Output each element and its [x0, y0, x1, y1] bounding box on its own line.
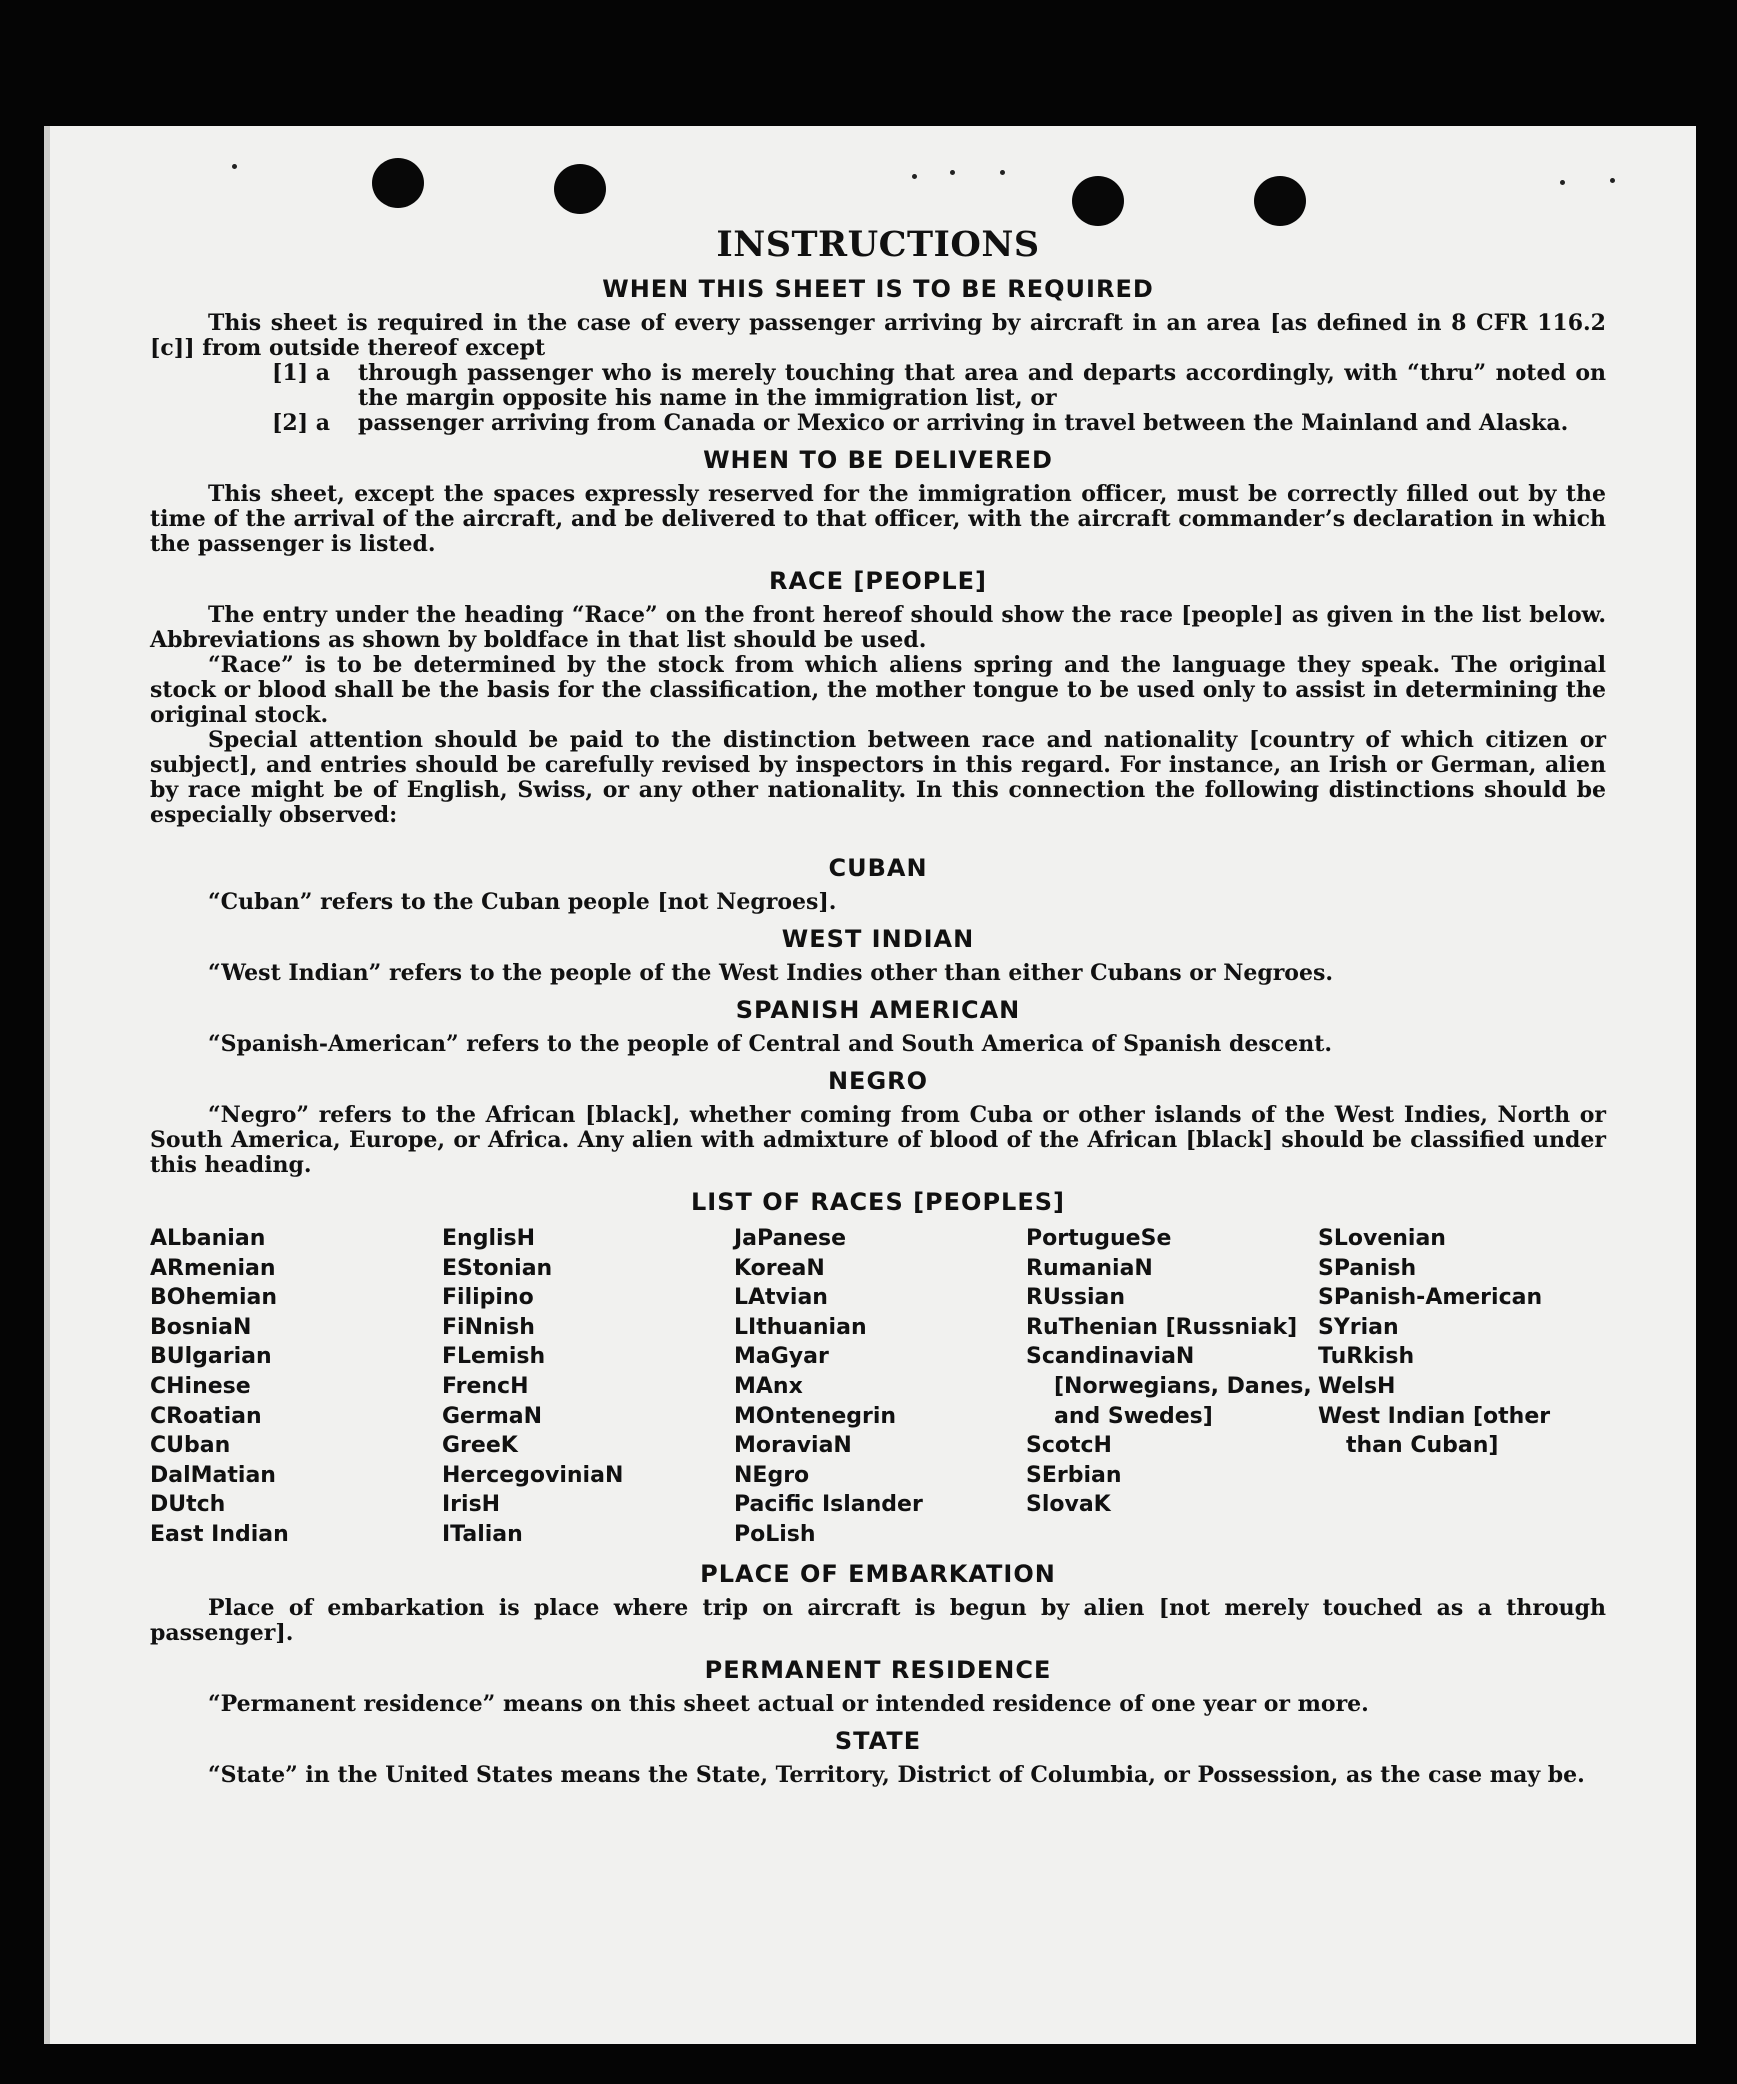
- race-list-item: SPanish: [1318, 1255, 1417, 1281]
- paper-speck: [232, 164, 237, 169]
- race-list-item: LIthuanian: [734, 1314, 867, 1340]
- race-list-item: CUban: [150, 1433, 231, 1459]
- race-list-item: CHinese: [150, 1373, 251, 1399]
- west-indian-text: “West Indian” refers to the people of the West Indies other than either Cubans or Negroes.: [208, 960, 1334, 986]
- section-heading-embarkation: PLACE OF EMBARKATION: [700, 1559, 1056, 1588]
- instructions-content: [150, 224, 1606, 1788]
- race-list-item: JaPanese: [734, 1226, 847, 1251]
- paper-speck: [1000, 170, 1005, 175]
- race-list-item: ITalian: [442, 1521, 523, 1547]
- paper-speck: [912, 174, 917, 179]
- permanent-residence-text: “Permanent residence” means on this sheet actual or intended residence of one year or more.: [208, 1690, 1369, 1717]
- race-list-item: ScandinaviaN [Norwegians, Danes, and Swedes]: [1026, 1344, 1312, 1429]
- race-list-item: WelsH: [1318, 1373, 1396, 1399]
- race-list-item: MAnx: [734, 1373, 803, 1399]
- race-list-item: PoLish: [734, 1521, 816, 1547]
- race-paragraph: The entry under the heading “Race” on the front hereof should show the race [people] as given in the list below. Abbreviations as shown by boldface in that list should be used.: [150, 602, 1606, 653]
- race-list-item: ARmenian: [150, 1255, 276, 1281]
- punch-hole: [372, 158, 424, 208]
- race-list-item: ScotcH: [1026, 1433, 1112, 1459]
- section-heading-cuban: CUBAN: [828, 854, 928, 882]
- race-list-item: FLemish: [442, 1344, 546, 1370]
- clause-text: through passenger who is merely touching that area and departs accordingly, with “thru” noted on the margin opposite his name in the immigration list, or: [358, 360, 1606, 411]
- race-list-item: MaGyar: [734, 1344, 829, 1370]
- negro-text: “Negro” refers to the African [black], whether coming from Cuba or other islands of the West Indies, North or South America, Europe, or Africa. Any alien with admixture of blood of the African [black] should be classified under this heading.: [150, 1102, 1606, 1178]
- punch-hole: [554, 164, 606, 214]
- section-heading-negro: NEGRO: [827, 1067, 929, 1095]
- race-list-item: SLovenian: [1318, 1226, 1446, 1251]
- race-list-item: EnglisH: [442, 1226, 536, 1251]
- race-list-item: HercegoviniaN: [442, 1462, 624, 1488]
- section-heading-permanent-residence: PERMANENT RESIDENCE: [704, 1655, 1052, 1684]
- race-list-item: Pacific Islander: [734, 1492, 923, 1518]
- clause-number: [2] a: [272, 410, 331, 436]
- race-list-item: RuThenian [Russniak]: [1026, 1314, 1298, 1340]
- race-list-item: GreeK: [442, 1433, 518, 1459]
- race-list-item: GermaN: [442, 1403, 543, 1429]
- when-required-intro: This sheet is required in the case of every passenger arriving by aircraft in an area [as defined in 8 CFR 116.2 [c]] from outside thereof except: [150, 310, 1606, 361]
- race-list-item: LAtvian: [734, 1285, 828, 1311]
- race-list-item: RumaniaN: [1026, 1255, 1153, 1281]
- section-heading-west-indian: WEST INDIAN: [781, 925, 975, 953]
- race-list-item: PortugueSe: [1026, 1226, 1172, 1251]
- section-heading-state: STATE: [834, 1726, 922, 1755]
- punch-hole: [1072, 176, 1124, 226]
- races-list: [150, 1224, 1606, 1550]
- races-column: [442, 1224, 734, 1550]
- race-list-item: NEgro: [734, 1462, 810, 1488]
- race-paragraph: Special attention should be paid to the distinction between race and nationality [country of which citizen or subject], and entries should be carefully revised by inspectors in this regard. For instance, an Irish or German, alien by race might be of English, Swiss, or any other nationality. In this connection the following distinctions should be especially observed:: [150, 727, 1606, 828]
- document-sheet: [44, 126, 1696, 2044]
- races-column: [734, 1224, 1026, 1550]
- race-list-item: BOhemian: [150, 1285, 278, 1311]
- state-text: “State” in the United States means the State, Territory, District of Columbia, or Possession, as the case may be.: [208, 1761, 1585, 1788]
- race-list-item: EStonian: [442, 1255, 553, 1281]
- clause-number: [1] a: [272, 360, 331, 386]
- race-list-item: DUtch: [150, 1492, 226, 1518]
- race-list-item: ALbanian: [150, 1226, 266, 1251]
- punch-hole: [1254, 176, 1306, 226]
- page-title: INSTRUCTIONS: [716, 224, 1040, 265]
- race-list-item: RUssian: [1026, 1285, 1126, 1311]
- race-paragraph: “Race” is to be determined by the stock from which aliens spring and the language they speak. The original stock or blood shall be the basis for the classification, the mother tongue to be used only to assist in determining the original stock.: [150, 652, 1606, 728]
- exception-clause-1: [272, 361, 1606, 411]
- spanish-american-text: “Spanish-American” refers to the people of Central and South America of Spanish descent.: [208, 1031, 1333, 1057]
- section-heading-list-of-races: LIST OF RACES [PEOPLES]: [691, 1188, 1065, 1216]
- race-list-item: BUlgarian: [150, 1344, 272, 1370]
- race-list-item: FrencH: [442, 1373, 529, 1399]
- race-list-item: DalMatian: [150, 1462, 276, 1488]
- section-heading-race: RACE [PEOPLE]: [768, 567, 988, 595]
- race-list-item: TuRkish: [1318, 1344, 1415, 1370]
- paper-speck: [1610, 178, 1615, 183]
- cuban-text: “Cuban” refers to the Cuban people [not Negroes].: [208, 889, 837, 915]
- section-heading-spanish-american: SPANISH AMERICAN: [735, 996, 1021, 1024]
- race-list-item: MOntenegrin: [734, 1403, 897, 1429]
- races-column: [150, 1224, 442, 1550]
- race-list-item: SErbian: [1026, 1462, 1122, 1488]
- race-list-item: East Indian: [150, 1521, 289, 1547]
- race-list-item: BosniaN: [150, 1314, 252, 1340]
- paper-speck: [1560, 180, 1565, 185]
- race-list-item: KoreaN: [734, 1255, 825, 1281]
- race-list-item: FiNnish: [442, 1314, 535, 1340]
- race-list-item: SlovaK: [1026, 1492, 1111, 1518]
- clause-text: passenger arriving from Canada or Mexico or arriving in travel between the Mainland and Alaska.: [358, 410, 1569, 436]
- section-heading-when-delivered: WHEN TO BE DELIVERED: [703, 446, 1053, 474]
- race-list-item: SPanish-American: [1318, 1285, 1543, 1311]
- when-delivered-text: This sheet, except the spaces expressly reserved for the immigration officer, must be correctly filled out by the time of the arrival of the aircraft, and be delivered to that officer, with the aircraft commander’s declaration in which the passenger is listed.: [150, 481, 1606, 557]
- race-list-item: MoraviaN: [734, 1433, 852, 1459]
- section-heading-when-required: WHEN THIS SHEET IS TO BE REQUIRED: [602, 275, 1154, 303]
- exception-clause-2: [272, 411, 1606, 436]
- race-list-item: Filipino: [442, 1285, 534, 1311]
- race-list-item: CRoatian: [150, 1403, 262, 1429]
- race-list-item: SYrian: [1318, 1314, 1399, 1340]
- embarkation-text: Place of embarkation is place where trip on aircraft is begun by alien [not merely touched as a through passenger].: [150, 1594, 1606, 1646]
- race-list-item: IrisH: [442, 1492, 501, 1518]
- races-column: [1318, 1224, 1606, 1550]
- race-list-item: West Indian [other than Cuban]: [1318, 1403, 1551, 1459]
- paper-speck: [950, 170, 955, 175]
- races-column: [1026, 1224, 1318, 1550]
